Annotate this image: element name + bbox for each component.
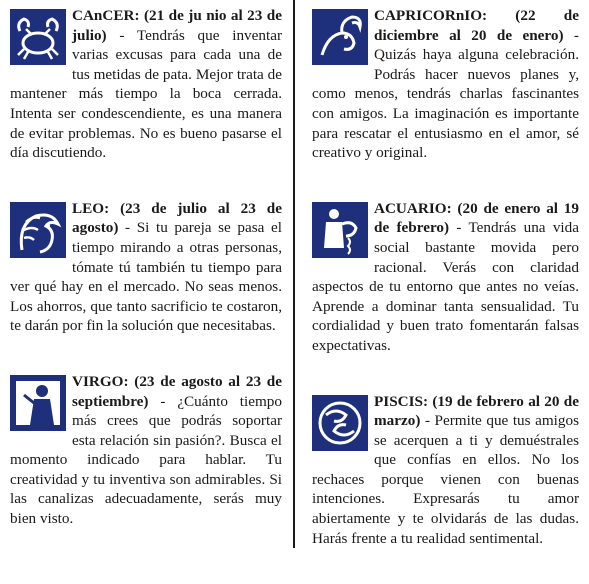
left-column: [10, 6, 282, 565]
horoscope-cancer: [10, 6, 282, 163]
cancer-text: - Tendrás que inventar varias excusas para cada una de tus metidas de pata. Mejor trata de mantener más tiempo la boca cerrada. Intenta ser condescendiente, es una manera de evitar problemas. No es bueno pasarse el día discutiendo.: [10, 26, 282, 162]
leo-text: - Si tu pareja se pasa el tiempo mirando a otras personas, tómate tú también tu tiempo para ver qué hay en el mercado. No seas menos. Los ahorros, que tanto sacrificio te costaron, te darán por fin la solución que necesitabas.: [10, 219, 282, 335]
virgo-maiden-icon: [10, 375, 66, 431]
horoscope-capricorn: [312, 6, 579, 163]
pisces-title: PISCIS: (19 de febrero al 20 de marzo): [374, 392, 579, 430]
cancer-crab-icon: [10, 9, 66, 65]
cancer-title: CAnCER: (21 de ju nio al 23 de julio): [72, 7, 282, 44]
pisces-fish-icon: [312, 395, 368, 451]
pisces-text: - Permite que tus amigos se acerquen a ti y demuéstrales que confías en ellos. No los rechaces porque vienen con buenas intenciones. Expresarás tu amor abiertamente y te olvidarás de las dudas. Harás frente a tu realidad sentimental.: [312, 412, 579, 547]
leo-title: LEO: (23 de julio al 23 de agosto): [72, 199, 282, 237]
virgo-text: - ¿Cuánto tiempo más crees que podrás soportar esta relación sin pasión?. Busca el momento indicado para hablar. Tu creatividad y tu inventiva son admirables. Si las canalizas adecuadamente, serás muy bien visto.: [10, 392, 282, 528]
leo-lion-icon: [10, 202, 66, 258]
capricorn-title: CAPRICORnIO: (22 de diciembre al 20 de enero): [374, 7, 579, 44]
column-divider: [293, 0, 295, 548]
aquarius-title: ACUARIO: (20 de enero al 19 de febrero): [374, 199, 579, 237]
capricorn-text: - Quizás haya alguna celebración. Podrás hacer nuevos planes y, como menos, tendrás charlas fascinantes con amigos. La imaginación es importante para rescatar el entusiasmo en el amor, sé creativo y original.: [312, 26, 579, 162]
aquarius-text: - Tendrás una vida social bastante movida pero racional. Verás con claridad aspectos de tu entorno que antes no veías. Aprende a dominar tanta sensualidad. Tu cordialidad y buen trato fomentarán falsas expectativas.: [312, 219, 579, 354]
capricorn-goat-icon: [312, 9, 368, 65]
horoscope-virgo: [10, 372, 282, 529]
horoscope-leo: [10, 199, 282, 336]
virgo-title: VIRGO: (23 de agosto al 23 de septiembre): [72, 372, 282, 410]
horoscope-aquarius: [312, 199, 579, 356]
horoscope-pisces: [312, 392, 579, 549]
right-column: [312, 6, 579, 584]
aquarius-water-bearer-icon: [312, 202, 368, 258]
